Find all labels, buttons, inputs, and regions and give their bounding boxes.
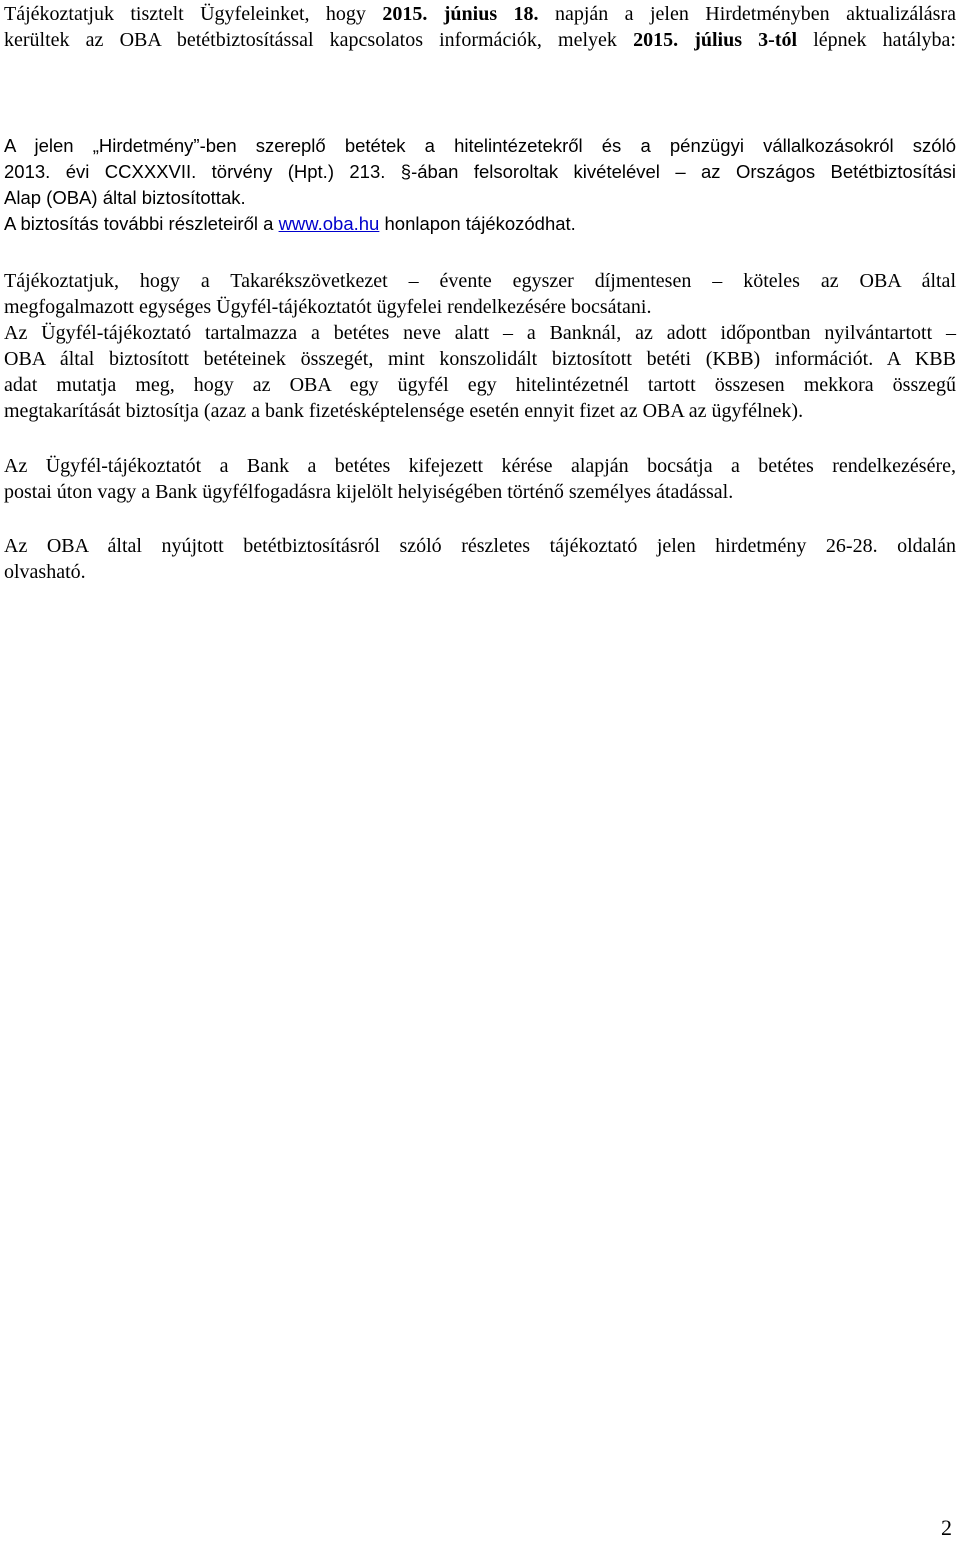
oba-details-line-1: Az OBA által nyújtott betétbiztosításról szóló részletes tájékoztató jelen hirdetmény 26-28. oldalán	[4, 535, 956, 557]
hpt-text: honlapon tájékozódhat.	[379, 213, 576, 234]
oba-details-paragraph	[4, 533, 956, 585]
annual-info-line-1: Tájékoztatjuk, hogy a Takarékszövetkezet – évente egyszer díjmentesen – köteles az OBA által	[4, 270, 956, 292]
hpt-line-3: Alap (OBA) által biztosítottak.	[4, 187, 246, 208]
intro-text: kerültek az OBA betétbiztosítással kapcsolatos információk, melyek	[4, 29, 634, 51]
hpt-line-1: A jelen „Hirdetmény”-ben szereplő betétek a hitelintézetekről és a pénzügyi vállalkozásokról szóló	[4, 135, 956, 156]
intro-text: lépnek hatályba:	[797, 29, 956, 51]
client-info-line-2: OBA által biztosított betéteinek összegét, mint konszolidált biztosított betéti (KBB) információt. A KBB	[4, 348, 956, 370]
client-info-line-3: adat mutatja meg, hogy az OBA egy ügyfél egy hitelintézetnél tartott összesen mekkora összegű	[4, 374, 956, 396]
intro-line-2	[4, 27, 956, 53]
client-info-line-4: megtakarítását biztosítja (azaz a bank fizetésképtelensége esetén ennyit fizet az OBA az ügyfélnek).	[4, 400, 804, 422]
client-info-line-1: Az Ügyfél-tájékoztató tartalmazza a betétes neve alatt – a Banknál, az adott időpontban nyilvántartott –	[4, 322, 956, 344]
intro-paragraph	[4, 1, 956, 53]
hpt-line-2: 2013. évi CCXXXVII. törvény (Hpt.) 213. §-ában felsoroltak kivételével – az Országos Betétbiztosítási	[4, 161, 956, 182]
oba-details-line-2: olvasható.	[4, 561, 86, 583]
oba-website-link[interactable]: www.oba.hu	[278, 213, 380, 234]
intro-text: napján a jelen Hirdetményben aktualizálásra	[538, 3, 957, 25]
intro-text: Tájékoztatjuk tisztelt Ügyfeleinket, hogy	[4, 3, 383, 25]
bank-delivery-line-2: postai úton vagy a Bank ügyfélfogadásra kijelölt helyiségében történő személyes átadással.	[4, 481, 734, 503]
intro-line-1	[4, 1, 956, 27]
annual-info-line-2: megfogalmazott egységes Ügyfél-tájékoztatót ügyfelei rendelkezésére bocsátani.	[4, 296, 652, 318]
client-info-paragraph	[4, 320, 956, 424]
hpt-line-4	[4, 211, 956, 237]
page-number: 2	[941, 1515, 952, 1540]
annual-info-paragraph	[4, 268, 956, 320]
effective-date-june: 2015. június 18.	[382, 3, 539, 25]
hpt-text: A biztosítás további részleteiről a	[4, 213, 279, 234]
hpt-paragraph	[4, 133, 956, 237]
bank-delivery-paragraph	[4, 453, 956, 505]
effective-date-july: 2015. július 3-tól	[633, 29, 798, 51]
bank-delivery-line-1: Az Ügyfél-tájékoztatót a Bank a betétes kifejezett kérése alapján bocsátja a betétes rendelkezésére,	[4, 455, 956, 477]
